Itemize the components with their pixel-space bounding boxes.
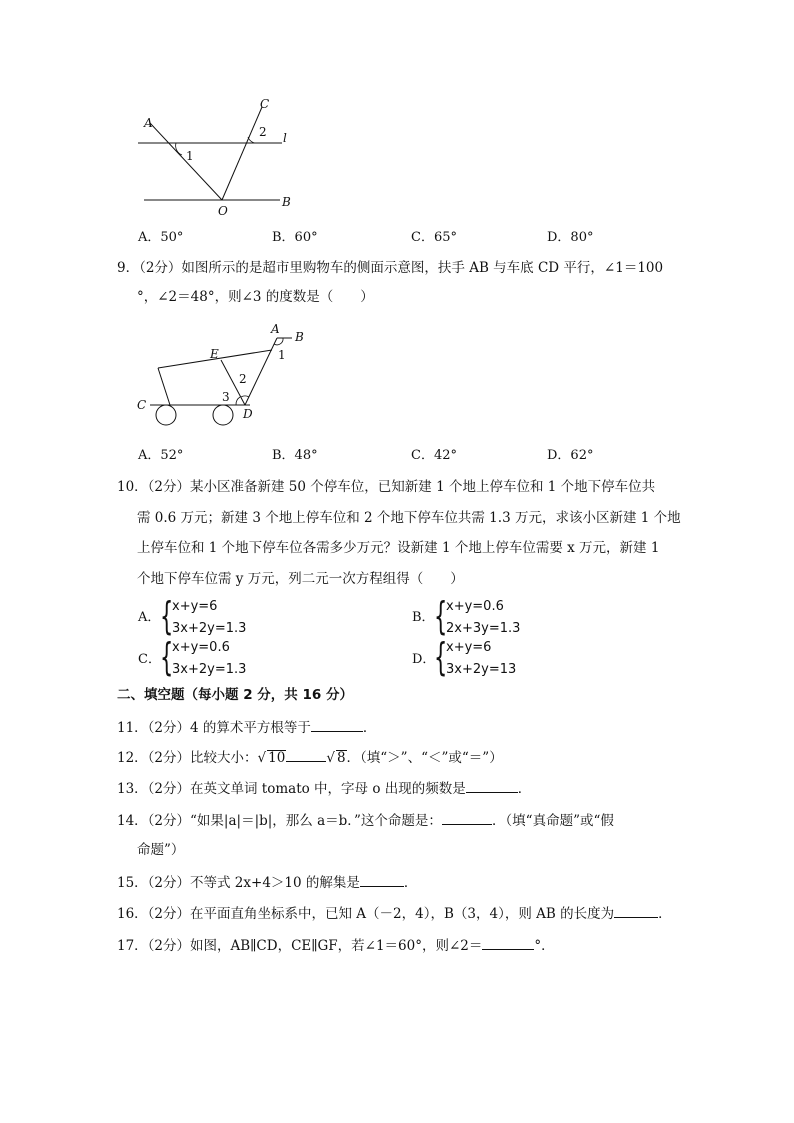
cart-wheel-left [156,405,176,425]
angle-3-arc [236,397,240,405]
line-oc [222,107,262,200]
sqrt-sign: √ [257,750,267,766]
q10-c-eq2: 3x+2y=1.3 [172,662,247,677]
q15: 15．（2分）不等式 2x+4＞10 的解集是 ． [117,872,417,893]
q17-answer-blank[interactable] [482,935,534,950]
label-2: 2 [259,125,267,139]
q10-c-eq1: x+y=0.6 [172,640,230,655]
q10-b-eq2: 2x+3y=1.3 [446,621,521,636]
q16: 16．（2分）在平面直角坐标系中，已知 A（－2，4），B（3，4），则 AB 的长度为 ． [117,903,672,924]
label-1: 1 [186,149,194,163]
q10-d-eq2: 3x+2y=13 [446,662,517,677]
label-B: B [282,195,291,209]
q9-option-c[interactable]: C．42° [411,448,457,463]
q10-a-eq1: x+y=6 [172,599,218,614]
cart-wheel-right [213,405,233,425]
q8-option-b[interactable]: B．60° [272,230,318,245]
q11: 11．（2分）4 的算术平方根等于 ． [117,717,376,738]
angle-1-arc [176,143,182,155]
q10-option-b-letter[interactable]: B． [412,610,435,625]
handle-strut-ad [245,338,277,405]
label-3: 3 [222,390,230,404]
cart-back-edge [158,368,170,405]
q16-answer-blank[interactable] [614,903,658,918]
q14-line1: 14．（2分）“如果|a|＝|b|，那么 a＝b．”这个命题是： ．（填“真命题”或“假 [117,810,614,831]
label-D: D [243,407,253,421]
q15-answer-blank[interactable] [360,872,404,887]
q9-stem-line2: °，∠2＝48°，则∠3 的度数是（ ） [137,289,374,305]
radicand-8: 8 [336,750,346,766]
section-heading-fill-in: 二、填空题（每小题 2 分，共 16 分） [117,687,353,703]
q10-option-d-letter[interactable]: D． [412,652,436,667]
q9-option-a[interactable]: A．52° [138,448,184,463]
label-B: B [295,330,304,344]
q10-option-c-system[interactable]: { x+y=0.6 3x+2y=1.3 [160,635,247,679]
q9-option-d[interactable]: D．62° [547,448,594,463]
q10-option-a-letter[interactable]: A． [138,610,161,625]
angle-2-arc [241,396,249,397]
q10-option-a-system[interactable]: { x+y=6 3x+2y=1.3 [160,594,247,638]
q10-stem-line2: 需 0.6 万元；新建 3 个地上停车位和 2 个地下停车位共需 1.3 万元，求该小区新建 1 个地 [137,510,681,526]
label-C: C [260,97,270,111]
q11-answer-blank[interactable] [311,717,363,732]
label-O: O [218,204,228,218]
q12: 12．（2分）比较大小：√ 10 √ 8．（填“＞”、“＜”或“＝”） [117,747,503,768]
q10-stem-line4: 个地下停车位需 y 万元，列二元一次方程组得（ ） [137,571,464,587]
q10-a-eq2: 3x+2y=1.3 [172,621,247,636]
q9-option-b[interactable]: B．48° [272,448,318,463]
q10-stem-line1: 10．（2分）某小区准备新建 50 个停车位，已知新建 1 个地上停车位和 1 个地下停车位共 [117,479,656,495]
q10-option-c-letter[interactable]: C． [138,652,161,667]
figure-q8 [130,95,310,220]
q12-answer-blank[interactable] [286,747,326,762]
label-C: C [137,398,147,412]
q17: 17．（2分）如图，AB∥CD，CE∥GF，若∠1＝60°，则∠2＝ °． [117,935,555,956]
q14-answer-blank[interactable] [442,810,492,825]
q10-d-eq1: x+y=6 [446,640,492,655]
label-2: 2 [239,372,247,386]
q8-option-d[interactable]: D．80° [547,230,594,245]
q9-stem-line1: 9．（2分）如图所示的是超市里购物车的侧面示意图，扶手 AB 与车底 CD 平行，∠1＝100 [117,260,664,276]
q14-line2: 命题”） [137,842,185,858]
label-E: E [210,347,219,361]
q10-option-d-system[interactable]: { x+y=6 3x+2y=13 [434,635,517,679]
label-A: A [144,116,153,130]
q8-option-c[interactable]: C．65° [411,230,457,245]
sqrt-sign: √ [326,750,335,766]
q10-b-eq1: x+y=0.6 [446,599,504,614]
q13: 13．（2分）在英文单词 tomato 中，字母 o 出现的频数是 ． [117,778,531,799]
q13-answer-blank[interactable] [466,778,518,793]
angle-2-arc [248,137,258,143]
q10-stem-line3: 上停车位和 1 个地下停车位各需多少万元？设新建 1 个地上停车位需要 x 万元，新建 1 [137,540,660,556]
label-A: A [271,322,280,336]
q10-option-b-system[interactable]: { x+y=0.6 2x+3y=1.3 [434,594,521,638]
q8-option-a[interactable]: A．50° [138,230,184,245]
label-1: 1 [278,348,286,362]
radicand-10: 10 [268,750,286,766]
label-l: l [283,131,287,145]
figure-q9-shopping-cart [130,320,320,432]
